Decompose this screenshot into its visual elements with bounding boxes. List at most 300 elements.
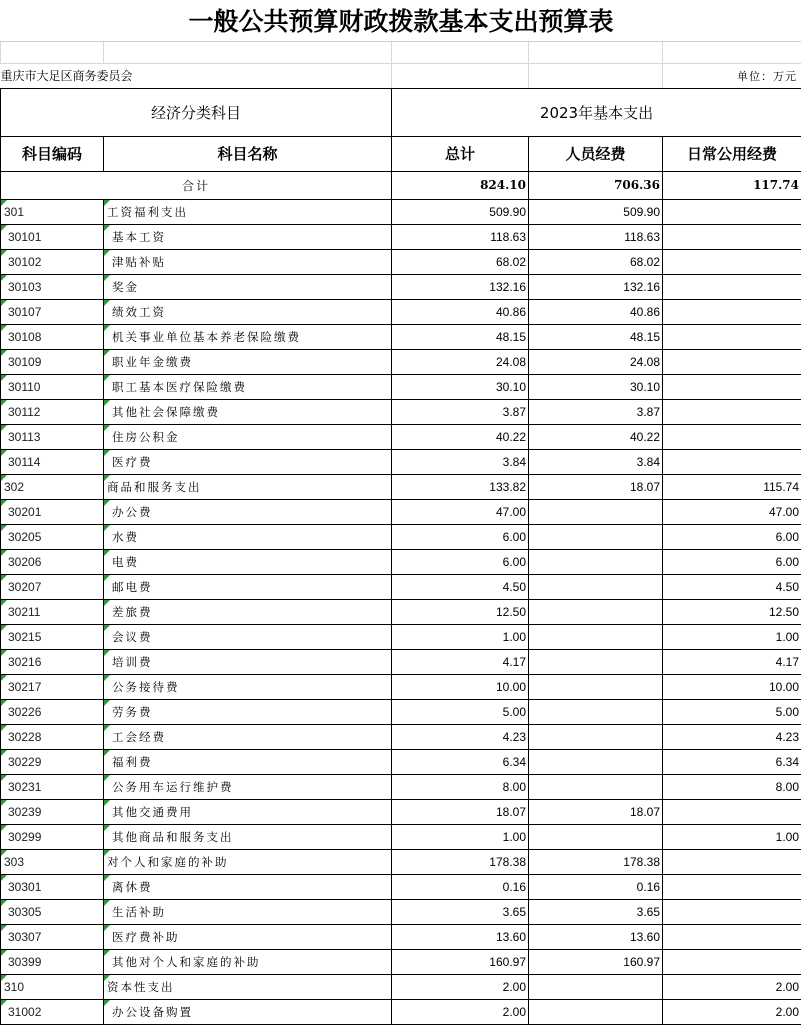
row-name (104, 774, 392, 799)
row-code (1, 399, 104, 424)
row-code (1, 424, 104, 449)
row-personnel (529, 324, 663, 349)
row-name (104, 349, 392, 374)
cell-marker-icon (104, 875, 110, 881)
row-code-text: 30102 (8, 254, 42, 269)
row-name (104, 524, 392, 549)
cell-marker-icon (104, 950, 110, 956)
row-name-text: 水费 (112, 529, 139, 544)
cell-marker-icon (1, 375, 7, 381)
row-code (1, 899, 104, 924)
row-total-text: 24.08 (495, 354, 526, 369)
row-name-text: 住房公积金 (112, 429, 180, 444)
row-code (1, 524, 104, 549)
row-name (104, 374, 392, 399)
cell-marker-icon (1, 325, 7, 331)
row-total (392, 924, 529, 949)
row-name (104, 324, 392, 349)
table-row (1, 549, 801, 574)
cell-marker-icon (104, 975, 110, 981)
cell-marker-icon (1, 225, 7, 231)
row-personnel-text: 68.02 (629, 254, 660, 269)
cell-marker-icon (104, 250, 110, 256)
row-total-text: 4.23 (502, 729, 526, 744)
cell-marker-icon (1, 725, 7, 731)
row-code-text: 30301 (8, 879, 42, 894)
row-name-text: 离休费 (112, 879, 153, 894)
cell-marker-icon (104, 925, 110, 931)
row-code (1, 349, 104, 374)
row-public-text: 2.00 (775, 1004, 800, 1019)
row-code (1, 999, 104, 1024)
table-row (1, 824, 801, 849)
row-code-text: 30107 (8, 304, 42, 319)
row-code (1, 274, 104, 299)
row-name-text: 机关事业单位基本养老保险缴费 (112, 329, 301, 344)
table-row (1, 849, 801, 874)
cell-marker-icon (104, 650, 110, 656)
table-row (1, 599, 801, 624)
row-total-text: 6.00 (502, 554, 526, 569)
row-code (1, 599, 104, 624)
row-code (1, 624, 104, 649)
cell-marker-icon (1, 675, 7, 681)
row-total (392, 499, 529, 524)
row-public (663, 374, 801, 399)
row-total-text: 5.00 (502, 704, 526, 719)
row-total (392, 674, 529, 699)
cell-marker-icon (104, 450, 110, 456)
row-total (392, 299, 529, 324)
cell-marker-icon (1, 475, 7, 481)
row-name (104, 399, 392, 424)
table-row (1, 949, 801, 974)
row-public (663, 874, 801, 899)
cell-marker-icon (1, 850, 7, 856)
row-code (1, 574, 104, 599)
row-total-text: 160.97 (489, 954, 526, 969)
table-row (1, 224, 801, 249)
row-name-text: 工资福利支出 (107, 204, 188, 219)
row-code (1, 724, 104, 749)
table-row (1, 199, 801, 224)
cell-marker-icon (1, 875, 7, 881)
row-total (392, 974, 529, 999)
row-code-text: 30113 (8, 429, 41, 444)
row-total-text: 48.15 (495, 329, 526, 344)
row-code (1, 924, 104, 949)
row-code (1, 824, 104, 849)
row-name-text: 办公设备购置 (112, 1004, 193, 1019)
cell-marker-icon (1, 825, 7, 831)
row-public-text: 6.00 (775, 529, 800, 544)
header-total: 总计 (392, 136, 529, 171)
row-name-text: 劳务费 (112, 704, 153, 719)
row-personnel (529, 799, 663, 824)
row-total (392, 324, 529, 349)
cell-marker-icon (1, 350, 7, 356)
row-personnel-text: 40.86 (629, 304, 660, 319)
cell-marker-icon (104, 400, 110, 406)
row-code (1, 649, 104, 674)
row-name-text: 基本工资 (112, 229, 166, 244)
row-code-text: 30239 (8, 804, 42, 819)
cell-marker-icon (104, 300, 110, 306)
row-total-text: 1.00 (502, 629, 526, 644)
cell-marker-icon (104, 600, 110, 606)
table-row (1, 724, 801, 749)
row-total-text: 132.16 (489, 279, 526, 294)
row-total (392, 224, 529, 249)
row-name (104, 999, 392, 1024)
row-total (392, 524, 529, 549)
table-row (1, 374, 801, 399)
row-public-text: 6.00 (775, 554, 800, 569)
row-code-text: 30226 (8, 704, 42, 719)
row-code (1, 874, 104, 899)
cell-marker-icon (1, 975, 7, 981)
row-code-text: 30207 (8, 579, 42, 594)
cell-marker-icon (104, 525, 110, 531)
row-name-text: 办公费 (112, 504, 153, 519)
row-code-text: 303 (4, 854, 25, 869)
row-name-text: 工会经费 (112, 729, 166, 744)
row-total-text: 6.34 (502, 754, 526, 769)
row-name-text: 会议费 (112, 629, 153, 644)
row-public (663, 774, 801, 799)
row-total (392, 774, 529, 799)
table-row (1, 424, 801, 449)
table-row (1, 324, 801, 349)
row-total-text: 0.16 (502, 879, 526, 894)
row-total (392, 474, 529, 499)
row-public (663, 349, 801, 374)
header-personnel: 人员经费 (529, 136, 663, 171)
row-personnel-text: 24.08 (629, 354, 660, 369)
table-row (1, 749, 801, 774)
row-name-text: 其他商品和服务支出 (112, 829, 234, 844)
row-code (1, 549, 104, 574)
table-row (1, 874, 801, 899)
cell-marker-icon (1, 950, 7, 956)
table-row (1, 349, 801, 374)
row-personnel-text: 40.22 (629, 429, 660, 444)
row-name-text: 其他对个人和家庭的补助 (112, 954, 261, 969)
row-code (1, 774, 104, 799)
row-total-text: 30.10 (495, 379, 526, 394)
row-personnel (529, 874, 663, 899)
row-personnel-text: 18.07 (629, 479, 660, 494)
row-public (663, 499, 801, 524)
row-public (663, 249, 801, 274)
row-name-text: 奖金 (112, 279, 139, 294)
row-code (1, 974, 104, 999)
row-total-text: 1.00 (502, 829, 526, 844)
table-row (1, 474, 801, 499)
cell-marker-icon (1, 1000, 7, 1006)
row-name (104, 974, 392, 999)
row-name (104, 474, 392, 499)
row-public (663, 549, 801, 574)
row-public (663, 224, 801, 249)
row-public (663, 399, 801, 424)
row-name-text: 医疗费补助 (112, 929, 180, 944)
row-total-text: 118.63 (490, 229, 526, 244)
row-total-text: 3.65 (502, 904, 526, 919)
row-public (663, 749, 801, 774)
row-personnel (529, 549, 663, 574)
table-row (1, 524, 801, 549)
row-name (104, 724, 392, 749)
row-name-text: 生活补助 (112, 904, 166, 919)
row-personnel (529, 749, 663, 774)
row-name (104, 924, 392, 949)
row-public (663, 974, 801, 999)
row-name-text: 其他社会保障缴费 (112, 404, 220, 419)
row-total (392, 649, 529, 674)
row-total-text: 12.50 (495, 604, 526, 619)
row-total (392, 624, 529, 649)
row-public (663, 599, 801, 624)
cell-marker-icon (104, 750, 110, 756)
cell-marker-icon (1, 750, 7, 756)
org-name: 重庆市大足区商务委员会 (1, 63, 392, 88)
row-total (392, 799, 529, 824)
row-total (392, 824, 529, 849)
row-code-text: 30399 (8, 954, 42, 969)
row-personnel (529, 949, 663, 974)
row-code-text: 30201 (8, 504, 42, 519)
row-public-text: 6.34 (775, 754, 800, 769)
row-public-text: 5.00 (775, 704, 800, 719)
row-name-text: 差旅费 (112, 604, 153, 619)
row-personnel-text: 160.97 (623, 954, 660, 969)
cell-marker-icon (1, 400, 7, 406)
row-public (663, 699, 801, 724)
table-row (1, 624, 801, 649)
row-personnel (529, 899, 663, 924)
row-personnel-text: 0.16 (636, 879, 660, 894)
row-total (392, 599, 529, 624)
row-total (392, 449, 529, 474)
cell-marker-icon (1, 450, 7, 456)
unit-label: 单位：万元 (663, 63, 801, 88)
row-total-text: 8.00 (502, 779, 526, 794)
row-code-text: 30101 (8, 229, 42, 244)
row-public (663, 199, 801, 224)
row-personnel-text: 48.15 (629, 329, 660, 344)
header-code: 科目编码 (1, 136, 104, 171)
row-name (104, 274, 392, 299)
row-total-text: 4.17 (502, 654, 526, 669)
cell-marker-icon (1, 800, 7, 806)
cell-marker-icon (104, 500, 110, 506)
row-public-text: 4.17 (775, 654, 800, 669)
row-total (392, 574, 529, 599)
row-code-text: 30299 (8, 829, 42, 844)
table-row (1, 799, 801, 824)
row-code-text: 30305 (8, 904, 42, 919)
row-personnel (529, 299, 663, 324)
row-total (392, 949, 529, 974)
row-personnel (529, 449, 663, 474)
table-row (1, 249, 801, 274)
header-row-1 (1, 88, 801, 136)
row-total-text: 68.02 (495, 254, 526, 269)
page-title: 一般公共预算财政拨款基本支出预算表 (1, 0, 801, 41)
row-personnel (529, 824, 663, 849)
row-total-text: 10.00 (495, 679, 526, 694)
row-code-text: 30307 (8, 929, 42, 944)
row-total (392, 349, 529, 374)
row-public (663, 574, 801, 599)
row-name (104, 449, 392, 474)
row-total-text: 3.87 (502, 404, 526, 419)
spacer-row (1, 41, 801, 63)
row-total (392, 749, 529, 774)
row-code (1, 849, 104, 874)
cell-marker-icon (1, 250, 7, 256)
row-personnel (529, 424, 663, 449)
row-name (104, 799, 392, 824)
row-public (663, 674, 801, 699)
cell-marker-icon (104, 475, 110, 481)
header-name: 科目名称 (104, 136, 392, 171)
cell-marker-icon (104, 900, 110, 906)
row-name (104, 749, 392, 774)
total-row (1, 171, 801, 199)
row-name-text: 公务接待费 (112, 679, 180, 694)
table-row (1, 574, 801, 599)
row-personnel (529, 699, 663, 724)
row-name (104, 699, 392, 724)
row-code-text: 30205 (8, 529, 42, 544)
row-public (663, 799, 801, 824)
row-name (104, 649, 392, 674)
cell-marker-icon (1, 900, 7, 906)
row-code (1, 674, 104, 699)
row-name (104, 624, 392, 649)
table-row (1, 974, 801, 999)
cell-marker-icon (104, 775, 110, 781)
row-personnel (529, 624, 663, 649)
row-public (663, 999, 801, 1024)
row-total-text: 40.22 (495, 429, 526, 444)
row-public (663, 524, 801, 549)
row-public (663, 274, 801, 299)
row-code (1, 474, 104, 499)
row-personnel (529, 224, 663, 249)
header-econ-class: 经济分类科目 (1, 88, 392, 136)
row-personnel (529, 249, 663, 274)
row-code-text: 301 (4, 204, 25, 219)
row-name-text: 津贴补贴 (112, 254, 166, 269)
row-total (392, 699, 529, 724)
row-name-text: 其他交通费用 (112, 804, 193, 819)
table-row (1, 649, 801, 674)
row-personnel-text: 178.38 (623, 854, 660, 869)
row-public-text: 4.50 (775, 579, 800, 594)
row-total-text: 509.90 (489, 204, 526, 219)
total-sum: 824.10 (392, 171, 529, 199)
row-name (104, 599, 392, 624)
row-personnel-text: 118.63 (624, 229, 660, 244)
row-code-text: 30211 (8, 604, 41, 619)
cell-marker-icon (104, 350, 110, 356)
row-public (663, 624, 801, 649)
row-total (392, 424, 529, 449)
row-name-text: 福利费 (112, 754, 153, 769)
row-code-text: 30215 (8, 629, 42, 644)
row-code (1, 249, 104, 274)
row-total (392, 399, 529, 424)
cell-marker-icon (1, 300, 7, 306)
row-name (104, 199, 392, 224)
cell-marker-icon (104, 700, 110, 706)
row-name (104, 249, 392, 274)
row-name-text: 绩效工资 (112, 304, 166, 319)
table-row (1, 924, 801, 949)
row-total-text: 3.84 (502, 454, 526, 469)
row-code (1, 299, 104, 324)
row-code (1, 499, 104, 524)
cell-marker-icon (104, 1000, 110, 1006)
row-name (104, 224, 392, 249)
row-public-text: 1.00 (775, 829, 800, 844)
cell-marker-icon (104, 325, 110, 331)
row-personnel (529, 649, 663, 674)
cell-marker-icon (1, 575, 7, 581)
row-personnel-text: 30.10 (629, 379, 660, 394)
cell-marker-icon (1, 200, 7, 206)
row-name-text: 邮电费 (112, 579, 153, 594)
header-year-expense: 2023年基本支出 (392, 88, 801, 136)
row-name-text: 商品和服务支出 (107, 479, 202, 494)
row-personnel-text: 132.16 (623, 279, 660, 294)
row-total (392, 549, 529, 574)
row-public (663, 299, 801, 324)
cell-marker-icon (1, 425, 7, 431)
cell-marker-icon (1, 525, 7, 531)
row-public (663, 849, 801, 874)
table-row (1, 499, 801, 524)
row-personnel (529, 399, 663, 424)
row-total (392, 249, 529, 274)
row-code (1, 749, 104, 774)
row-public (663, 899, 801, 924)
row-personnel (529, 349, 663, 374)
row-public-text: 1.00 (775, 629, 800, 644)
row-name (104, 849, 392, 874)
row-total-text: 18.07 (495, 804, 526, 819)
row-name-text: 职工基本医疗保险缴费 (112, 379, 247, 394)
row-total (392, 274, 529, 299)
row-personnel (529, 599, 663, 624)
row-personnel (529, 724, 663, 749)
row-total-text: 40.86 (495, 304, 526, 319)
row-code (1, 199, 104, 224)
row-code-text: 31002 (8, 1004, 42, 1019)
row-name-text: 公务用车运行维护费 (112, 779, 234, 794)
cell-marker-icon (1, 650, 7, 656)
row-name (104, 574, 392, 599)
row-code-text: 30109 (8, 354, 42, 369)
row-personnel (529, 974, 663, 999)
row-name (104, 499, 392, 524)
row-code-text: 310 (4, 979, 25, 994)
row-personnel-text: 18.07 (629, 804, 660, 819)
row-total-text: 178.38 (489, 854, 526, 869)
